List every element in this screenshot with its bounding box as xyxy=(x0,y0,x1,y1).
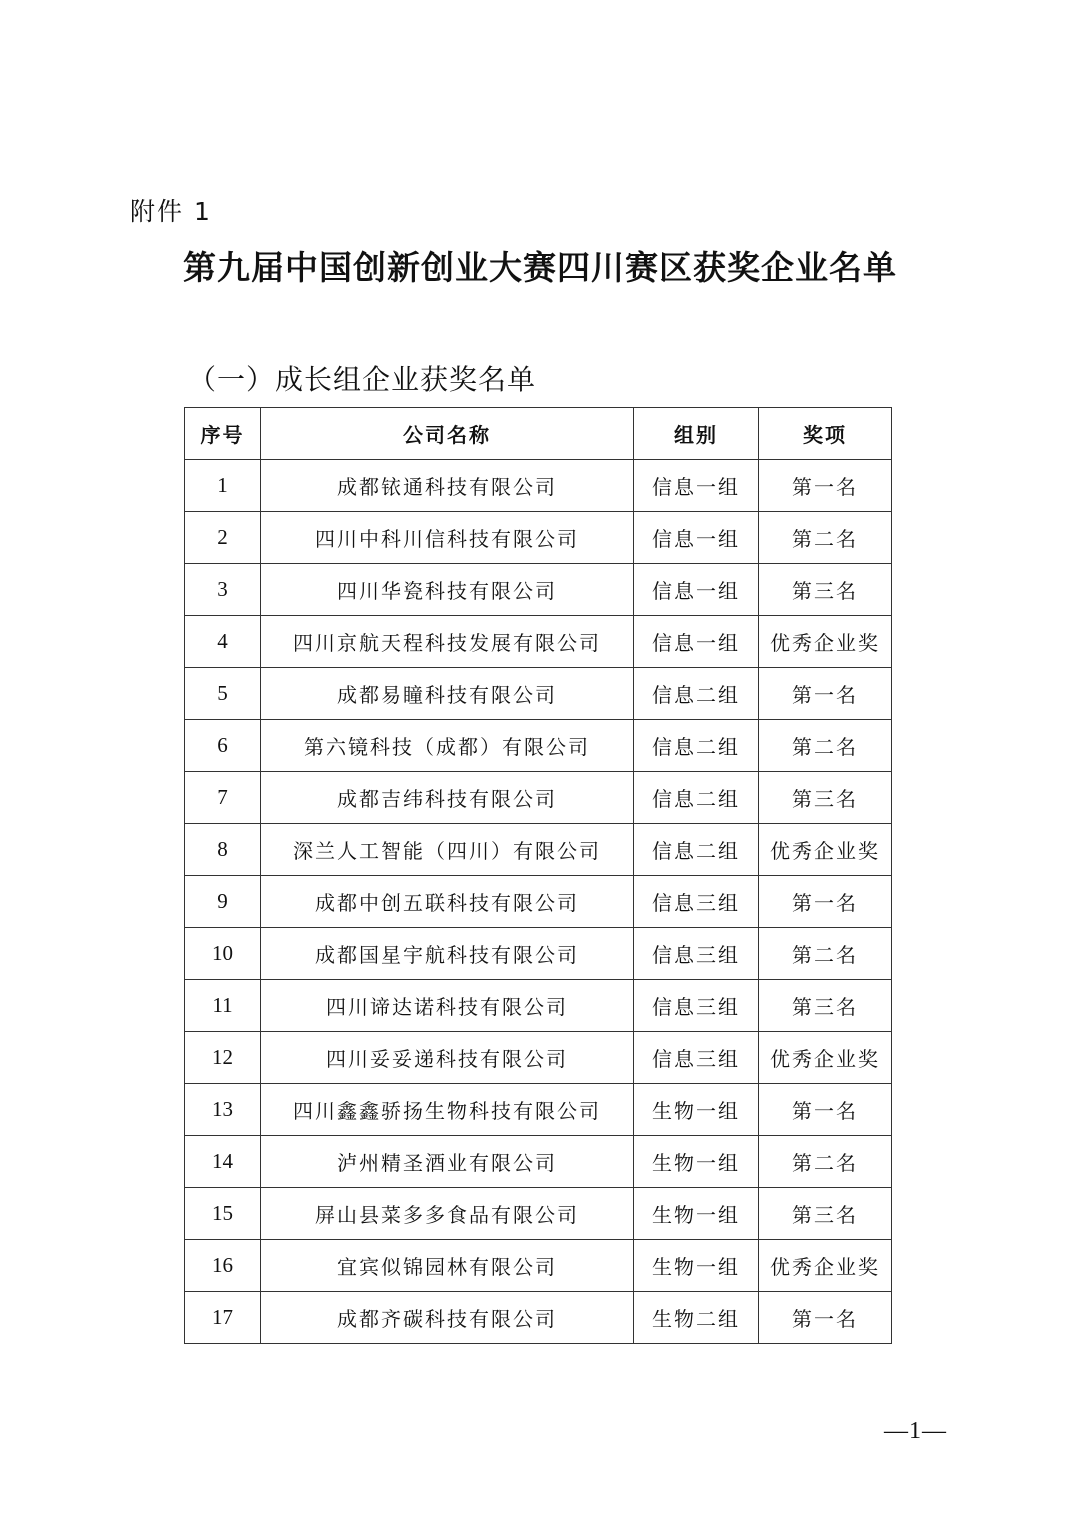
cell-group: 信息三组 xyxy=(634,876,759,928)
table-row xyxy=(185,928,892,980)
table-row xyxy=(185,720,892,772)
cell-no: 13 xyxy=(185,1084,261,1136)
cell-award: 第一名 xyxy=(759,460,892,512)
cell-company: 四川华瓷科技有限公司 xyxy=(261,564,634,616)
cell-award: 第三名 xyxy=(759,772,892,824)
cell-award: 优秀企业奖 xyxy=(759,824,892,876)
cell-group: 信息二组 xyxy=(634,720,759,772)
table-row xyxy=(185,616,892,668)
cell-award: 优秀企业奖 xyxy=(759,1240,892,1292)
table-row xyxy=(185,980,892,1032)
table-row xyxy=(185,1084,892,1136)
cell-company: 深兰人工智能（四川）有限公司 xyxy=(261,824,634,876)
cell-no: 10 xyxy=(185,928,261,980)
cell-company: 成都中创五联科技有限公司 xyxy=(261,876,634,928)
cell-no: 8 xyxy=(185,824,261,876)
cell-group: 生物二组 xyxy=(634,1292,759,1344)
cell-award: 第二名 xyxy=(759,720,892,772)
section-title: （一）成长组企业获奖名单 xyxy=(188,363,537,396)
cell-award: 优秀企业奖 xyxy=(759,616,892,668)
cell-no: 14 xyxy=(185,1136,261,1188)
cell-company: 成都铱通科技有限公司 xyxy=(261,460,634,512)
cell-group: 信息二组 xyxy=(634,668,759,720)
cell-group: 信息一组 xyxy=(634,512,759,564)
cell-no: 7 xyxy=(185,772,261,824)
awards-table xyxy=(184,407,892,1344)
table-row xyxy=(185,824,892,876)
table-row xyxy=(185,876,892,928)
cell-company: 泸州精圣酒业有限公司 xyxy=(261,1136,634,1188)
table-body xyxy=(185,460,892,1344)
cell-no: 16 xyxy=(185,1240,261,1292)
cell-no: 17 xyxy=(185,1292,261,1344)
page-number: —1— xyxy=(884,1418,947,1444)
cell-no: 9 xyxy=(185,876,261,928)
cell-group: 信息一组 xyxy=(634,564,759,616)
cell-company: 四川中科川信科技有限公司 xyxy=(261,512,634,564)
cell-company: 四川鑫鑫骄扬生物科技有限公司 xyxy=(261,1084,634,1136)
cell-award: 第二名 xyxy=(759,928,892,980)
table-row xyxy=(185,1292,892,1344)
table-row xyxy=(185,668,892,720)
table-row xyxy=(185,512,892,564)
document-title: 第九届中国创新创业大赛四川赛区获奖企业名单 xyxy=(183,248,897,287)
header-group: 组别 xyxy=(634,408,759,460)
cell-company: 四川妥妥递科技有限公司 xyxy=(261,1032,634,1084)
cell-company: 第六镜科技（成都）有限公司 xyxy=(261,720,634,772)
cell-company: 四川京航天程科技发展有限公司 xyxy=(261,616,634,668)
cell-group: 生物一组 xyxy=(634,1084,759,1136)
header-company: 公司名称 xyxy=(261,408,634,460)
cell-award: 第一名 xyxy=(759,1292,892,1344)
cell-no: 5 xyxy=(185,668,261,720)
cell-company: 宜宾似锦园林有限公司 xyxy=(261,1240,634,1292)
cell-no: 1 xyxy=(185,460,261,512)
table-row xyxy=(185,1188,892,1240)
cell-award: 第二名 xyxy=(759,512,892,564)
cell-no: 11 xyxy=(185,980,261,1032)
table-row xyxy=(185,564,892,616)
cell-award: 第一名 xyxy=(759,876,892,928)
cell-company: 成都易瞳科技有限公司 xyxy=(261,668,634,720)
cell-award: 第三名 xyxy=(759,1188,892,1240)
cell-company: 成都齐碳科技有限公司 xyxy=(261,1292,634,1344)
table-row xyxy=(185,460,892,512)
cell-award: 第一名 xyxy=(759,668,892,720)
cell-group: 信息一组 xyxy=(634,460,759,512)
table-row xyxy=(185,1240,892,1292)
cell-company: 四川谛达诺科技有限公司 xyxy=(261,980,634,1032)
table-row xyxy=(185,1136,892,1188)
table-row xyxy=(185,1032,892,1084)
header-no: 序号 xyxy=(185,408,261,460)
cell-group: 信息二组 xyxy=(634,824,759,876)
cell-group: 生物一组 xyxy=(634,1188,759,1240)
cell-award: 第三名 xyxy=(759,980,892,1032)
cell-group: 信息三组 xyxy=(634,928,759,980)
cell-company: 屏山县菜多多食品有限公司 xyxy=(261,1188,634,1240)
cell-award: 第三名 xyxy=(759,564,892,616)
cell-no: 12 xyxy=(185,1032,261,1084)
cell-no: 6 xyxy=(185,720,261,772)
cell-company: 成都国星宇航科技有限公司 xyxy=(261,928,634,980)
cell-group: 信息二组 xyxy=(634,772,759,824)
cell-award: 第一名 xyxy=(759,1084,892,1136)
table-row xyxy=(185,772,892,824)
cell-group: 信息三组 xyxy=(634,1032,759,1084)
cell-no: 15 xyxy=(185,1188,261,1240)
cell-no: 2 xyxy=(185,512,261,564)
header-award: 奖项 xyxy=(759,408,892,460)
cell-group: 信息三组 xyxy=(634,980,759,1032)
cell-no: 3 xyxy=(185,564,261,616)
cell-group: 生物一组 xyxy=(634,1240,759,1292)
cell-award: 第二名 xyxy=(759,1136,892,1188)
cell-group: 信息一组 xyxy=(634,616,759,668)
table-header-row xyxy=(185,408,892,460)
attachment-label: 附件 1 xyxy=(130,197,212,226)
cell-award: 优秀企业奖 xyxy=(759,1032,892,1084)
cell-company: 成都吉纬科技有限公司 xyxy=(261,772,634,824)
cell-no: 4 xyxy=(185,616,261,668)
cell-group: 生物一组 xyxy=(634,1136,759,1188)
